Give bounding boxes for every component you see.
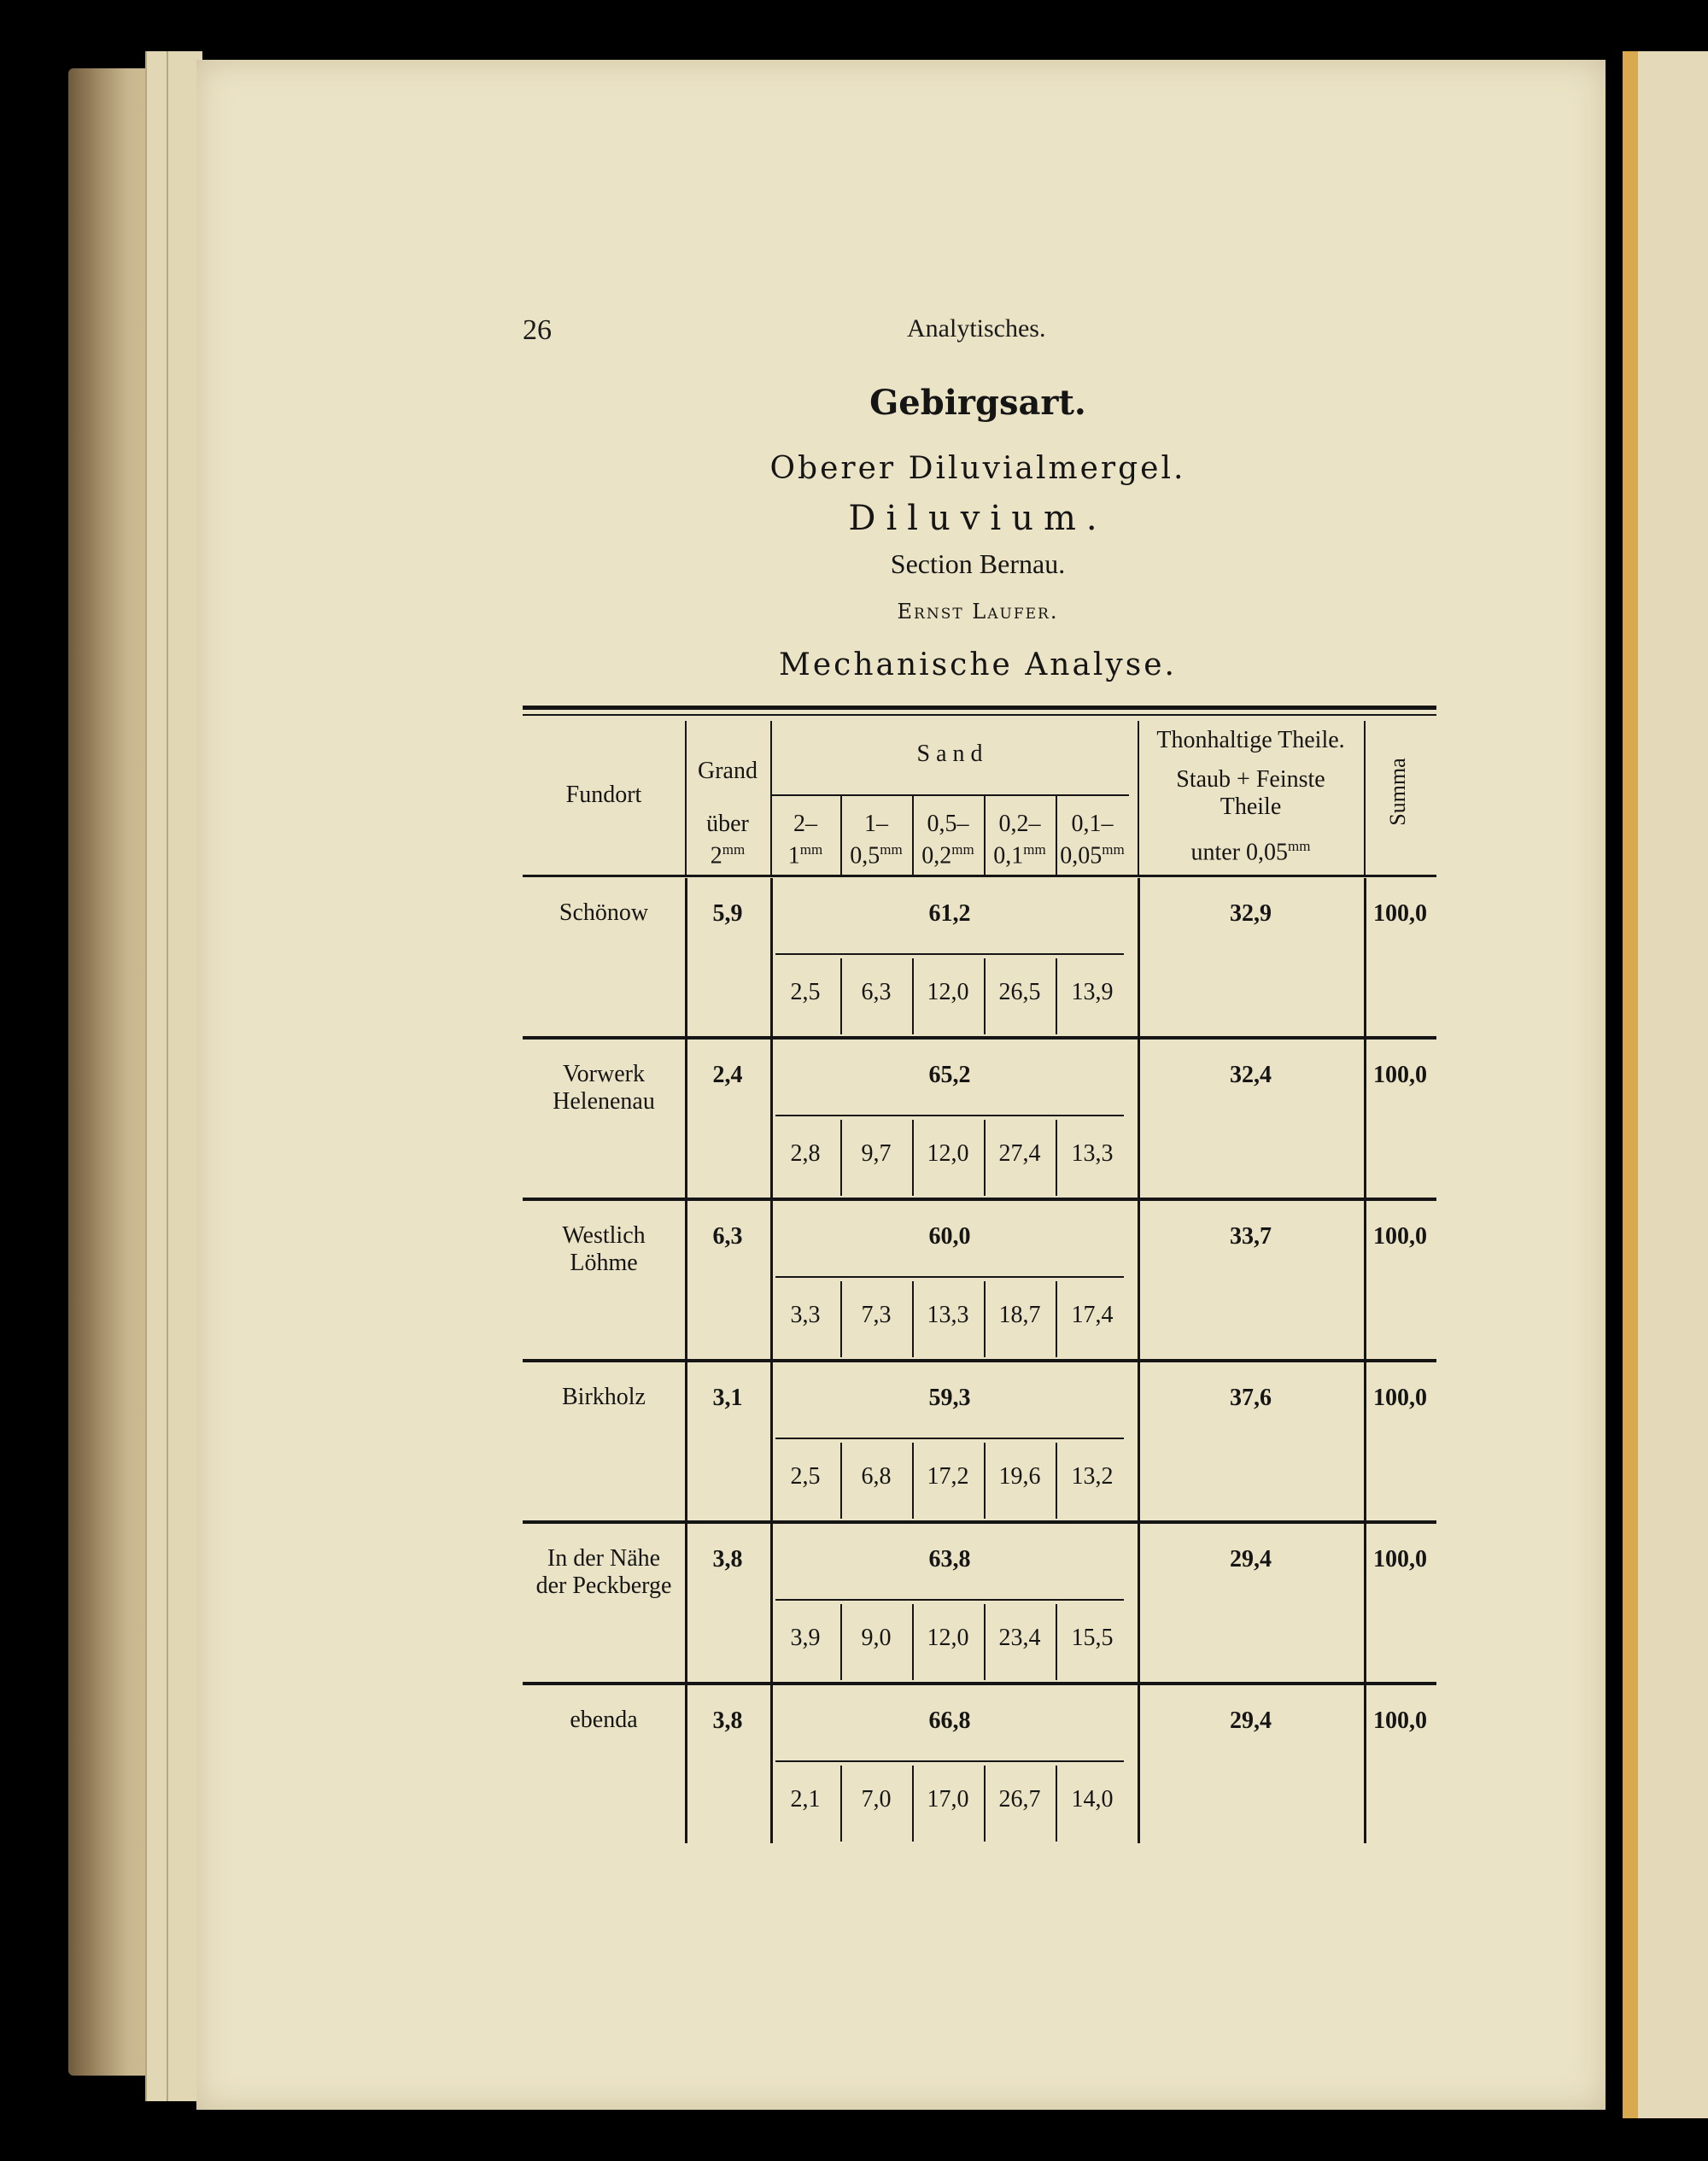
sand-fraction-cell: 14,0 — [1071, 1786, 1114, 1813]
sand-fraction-cell: 23,4 — [998, 1625, 1041, 1651]
sand-fraction-cell: 2,5 — [790, 1463, 821, 1490]
grand-over-label: über — [706, 811, 749, 837]
analysis-heading: Mechanische Analyse. — [779, 647, 1177, 682]
sand-fraction-cell: 6,3 — [861, 979, 892, 1005]
summa-cell: 100,0 — [1373, 1385, 1427, 1411]
grand-header: Grand — [698, 758, 757, 784]
sand-fraction-cell: 3,3 — [790, 1302, 821, 1328]
sand-subheader-rule — [770, 794, 1129, 796]
sand-fraction-size: $0,05^{mm}$ — [1060, 841, 1125, 870]
sand-fraction-cell: 2,5 — [790, 979, 821, 1005]
sand-split-rule — [775, 953, 1124, 955]
sand-fraction-size: $0,1^{mm}$ — [993, 841, 1046, 870]
grand-cell: 3,1 — [712, 1385, 743, 1411]
sand-split-rule — [775, 1276, 1124, 1278]
sand-fraction-size: $0,2^{mm}$ — [921, 841, 974, 870]
fundort-cell: In der Nähe — [547, 1545, 661, 1572]
summa-cell: 100,0 — [1373, 1062, 1427, 1088]
page-number: 26 — [523, 314, 552, 346]
grand-cell: 6,3 — [712, 1223, 743, 1250]
sand-fraction-cell: 9,0 — [861, 1625, 892, 1651]
grand-cell: 3,8 — [712, 1546, 743, 1572]
thon-header-line2: Staub + Feinste — [1176, 766, 1325, 793]
sand-total-cell: 61,2 — [928, 900, 971, 927]
thon-cell: 32,4 — [1230, 1062, 1272, 1088]
sand-fraction-cell: 6,8 — [861, 1463, 892, 1490]
sand-fraction-cell: 17,2 — [927, 1463, 969, 1490]
sand-fraction-cell: 9,7 — [861, 1140, 892, 1167]
grand-cell: 5,9 — [712, 900, 743, 927]
sand-fraction-cell: 18,7 — [998, 1302, 1041, 1328]
fundort-cell: Westlich — [562, 1222, 646, 1249]
sand-total-cell: 63,8 — [928, 1546, 971, 1572]
thon-cell: 29,4 — [1230, 1546, 1272, 1572]
sand-fraction-cell: 13,3 — [927, 1302, 969, 1328]
thon-cell: 33,7 — [1230, 1223, 1272, 1250]
author-line: Ernst Laufer. — [897, 600, 1059, 624]
sand-fraction-cell: 12,0 — [927, 979, 969, 1005]
mechanical-analysis-table — [523, 706, 1436, 1843]
sand-fraction-header: 0,2– — [998, 811, 1041, 837]
sand-fraction-cell: 13,9 — [1071, 979, 1114, 1005]
sand-fraction-cell: 12,0 — [927, 1625, 969, 1651]
period-heading: Diluvium. — [848, 499, 1108, 538]
fundort-cell: Birkholz — [562, 1384, 646, 1410]
grand-cell: 3,8 — [712, 1707, 743, 1734]
fundort-cell: Vorwerk — [563, 1061, 645, 1087]
sand-fraction-cell: 17,4 — [1071, 1302, 1114, 1328]
facing-page — [1623, 51, 1708, 2118]
grand-size-label: $2^{mm}$ — [710, 841, 746, 870]
sand-split-rule — [775, 1438, 1124, 1439]
row-bottom-rule — [523, 1520, 1436, 1524]
thon-header-line3: Theile — [1220, 794, 1282, 820]
fundort-header: Fundort — [565, 782, 642, 808]
summa-cell: 100,0 — [1373, 1223, 1427, 1250]
section-heading: Section Bernau. — [890, 548, 1066, 579]
sand-fraction-cell: 2,8 — [790, 1140, 821, 1167]
sand-split-rule — [775, 1760, 1124, 1762]
rock-type-heading: Gebirgsart. — [869, 383, 1086, 423]
sand-fraction-cell: 26,7 — [998, 1786, 1041, 1813]
fundort-cell: Löhme — [570, 1250, 638, 1276]
sand-fraction-size: $1^{mm}$ — [787, 841, 823, 870]
sand-fraction-cell: 17,0 — [927, 1786, 969, 1813]
fundort-cell: Schönow — [559, 899, 649, 926]
thon-cell: 32,9 — [1230, 900, 1272, 927]
sand-fraction-cell: 3,9 — [790, 1625, 821, 1651]
thon-cell: 37,6 — [1230, 1385, 1272, 1411]
summa-cell: 100,0 — [1373, 1546, 1427, 1572]
sand-fraction-cell: 12,0 — [927, 1140, 969, 1167]
row-bottom-rule — [523, 1682, 1436, 1685]
row-bottom-rule — [523, 1198, 1436, 1201]
thon-header-line1: Thonhaltige Theile. — [1156, 727, 1345, 753]
sand-fraction-cell: 7,0 — [861, 1786, 892, 1813]
row-bottom-rule — [523, 1359, 1436, 1362]
sand-fraction-header: 2– — [793, 811, 817, 837]
row-bottom-rule — [523, 1036, 1436, 1040]
summa-cell: 100,0 — [1373, 1707, 1427, 1734]
sand-header: S a n d — [916, 741, 983, 767]
header-bottom-rule — [523, 875, 1436, 877]
sand-fraction-size: $0,5^{mm}$ — [850, 841, 903, 870]
top-rule-thin — [523, 714, 1436, 716]
running-head: Analytisches. — [907, 314, 1046, 343]
sand-fraction-cell: 27,4 — [998, 1140, 1041, 1167]
sand-fraction-cell: 2,1 — [790, 1786, 821, 1813]
grand-cell: 2,4 — [712, 1062, 743, 1088]
thon-cell: 29,4 — [1230, 1707, 1272, 1734]
sand-fraction-header: 0,5– — [927, 811, 969, 837]
summa-cell: 100,0 — [1373, 900, 1427, 927]
formation-heading: Oberer Diluvialmergel. — [769, 451, 1186, 486]
sand-total-cell: 65,2 — [928, 1062, 971, 1088]
sand-fraction-cell: 26,5 — [998, 979, 1041, 1005]
summa-header: Summa — [1385, 758, 1410, 826]
sand-fraction-cell: 13,3 — [1071, 1140, 1114, 1167]
header-divider — [1364, 721, 1366, 875]
fundort-cell: ebenda — [570, 1707, 638, 1733]
sand-total-cell: 59,3 — [928, 1385, 971, 1411]
sand-fraction-header: 1– — [864, 811, 888, 837]
sand-fraction-cell: 15,5 — [1071, 1625, 1114, 1651]
sand-fraction-cell: 13,2 — [1071, 1463, 1114, 1490]
sand-fraction-cell: 19,6 — [998, 1463, 1041, 1490]
thon-header-line4: unter $0,05^{mm}$ — [1190, 838, 1311, 866]
sand-fraction-header: 0,1– — [1071, 811, 1114, 837]
sand-fraction-cell: 7,3 — [861, 1302, 892, 1328]
top-rule-thick — [523, 706, 1436, 710]
sand-split-rule — [775, 1115, 1124, 1116]
sand-total-cell: 60,0 — [928, 1223, 971, 1250]
fundort-cell: Helenenau — [553, 1088, 655, 1115]
sand-split-rule — [775, 1599, 1124, 1601]
sand-total-cell: 66,8 — [928, 1707, 971, 1734]
fundort-cell: der Peckberge — [535, 1572, 672, 1599]
